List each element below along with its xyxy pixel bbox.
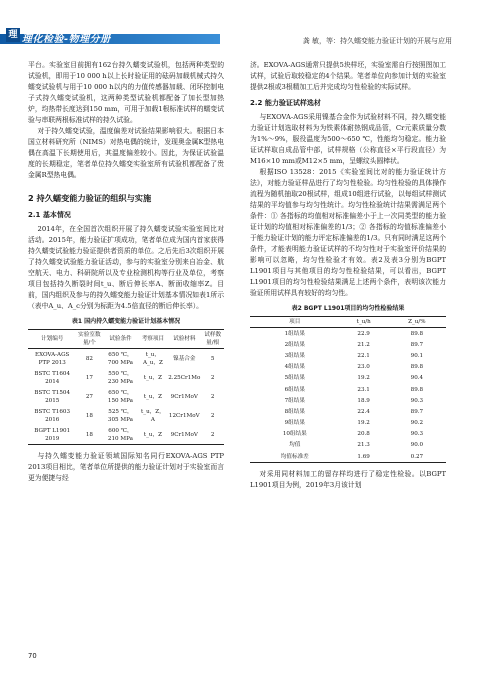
right-column	[250, 60, 446, 491]
table-cell: t_u，Z	[143, 374, 162, 381]
paragraph: 根据ISO 13528：2015《实验室间比对的能力验证统计方法》，对能力验证样品进行了均匀性检验。均匀性检验的具体操作流程为随机抽取20根试样，组成10组进行试验，以每组试样测试结果的平均值参与均匀性统计。均匀性检验统计结果需满足两个条件：① 各指标的均值相对标准偏差小于上一次同类型的能力验证计划的均值相对标准偏差的1/3；② 各指标的均值标准偏差小于能力验证计划的能力评定标准偏差的1/3。只有同时满足这两个条件，才能表明能力验证试样的不均匀性对于实验室评价结果的影响可以忽略，均匀性检验才有效。表2及表3分别为BGPT L1901项目与其他项目的均匀性检验结果，可以看出，BGPT L1901项目的均匀性检验结果满足上述两个条件，表明该次能力验证所用试样具有较好的均匀性。	[250, 168, 446, 297]
table-cell: BSTC T1504 2015	[34, 389, 71, 404]
table-cell: 22.9	[357, 330, 370, 337]
left-column	[28, 60, 224, 484]
table-row	[28, 406, 224, 425]
table-header-cell: t_u/h	[356, 319, 371, 325]
table-cell: 8组结果	[284, 408, 305, 415]
table-cell: 10组结果	[282, 431, 307, 438]
table-row	[250, 373, 446, 384]
table-cell: 20.8	[357, 431, 370, 438]
table-row	[250, 362, 446, 373]
paragraph: 与EXOVA-AGS采用镍基合金作为试验材料不同，持久蠕变能力验证计划选取材料为为铁素体耐热钢成品管，Cr元素质量分数为1%～9%，服役温度为500～650 ℃，性能均匀稳定。能力验证试样取自成品管中部，试样规格（公称直径×平行段直径）为M16×10 mm或M12×5 mm，呈螺纹头圆棒状。	[250, 113, 446, 165]
paragraph: 对采用同材料加工的留存样均进行了稳定性检验。以BGPT L1901项目为例，2019年3月该计划	[250, 470, 446, 490]
table-cell: 2组结果	[284, 341, 305, 348]
table-cell: 550 ℃，230 MPa	[107, 370, 133, 385]
table-cell: 650 ℃，700 MPa	[107, 351, 133, 366]
table-row	[250, 451, 446, 463]
table-cell: 90.2	[410, 420, 424, 427]
table-row	[250, 350, 446, 361]
table-cell: 19.2	[357, 420, 370, 427]
table-cell: 0.27	[410, 453, 424, 460]
table-cell: 90.3	[410, 431, 424, 438]
table-row	[250, 429, 446, 440]
paragraph: 对于持久蠕变试验，温度偏差对试验结果影响很大。根据日本国立材料研究所（NIMS）对热电偶的统计，发现奥金属K型热电偶在高温下长期使用后，其温度偏差较小。因此，为保证试验温度的长期稳定，笔者单位持久蠕变实验室所有试验机都配备了贵金属R型热电偶。	[28, 127, 224, 179]
table-cell: 89.8	[410, 386, 424, 393]
table-cell: 1组结果	[284, 330, 305, 337]
table-cell: 27	[85, 393, 93, 400]
table-caption: 表2 BGPT L1901项目的均匀性检验结果	[291, 305, 405, 312]
paragraph: 2014年，在全国首次组织开展了持久蠕变试验实验室间比对活动。2015年，能力验证扩项成功，笔者单位成为国内首家获得持久蠕变试验能力验证提供者资质的单位。之后先后3次组织开展了持久蠕变试验能力验证活动，参与的实验室分别来自冶金、航空航天、电力、科研院所以及专业检测机构等行业及单位，考察项目包括持久断裂时间t_u、断后伸长率A、断面收缩率Z。目前，国内组织及参与的持久蠕变能力验证计划基本情况如表1所示（表中A_u、A_c分别为标距为4.5倍直径的断后伸长率）。	[28, 225, 224, 310]
table-row	[28, 368, 224, 387]
table-header-cell: 考察项目	[141, 336, 165, 342]
journal-logo-icon: 理	[6, 28, 20, 42]
table-2	[250, 316, 446, 463]
table-cell: EXOVA-AGS PTP 2013	[35, 351, 70, 366]
table-header-cell: Z_u/%	[408, 319, 426, 325]
table-cell: 7组结果	[284, 397, 305, 404]
subsection-heading: 2.1 基本情况	[28, 211, 71, 219]
page-header	[0, 0, 480, 46]
table-cell: 均值	[289, 442, 301, 449]
table-cell: 6组结果	[284, 386, 305, 393]
table-cell: 18	[85, 412, 93, 419]
table-cell: t_u，Z	[143, 431, 162, 438]
table-cell: 22.1	[357, 352, 370, 359]
table-cell: t_u，A_u，Z	[142, 351, 163, 366]
table-cell: 1.69	[357, 453, 370, 460]
table-cell: 90.3	[410, 397, 424, 404]
table-cell: 89.7	[410, 408, 424, 415]
table-row	[250, 395, 446, 406]
table-row	[250, 418, 446, 429]
table-cell: t_u，Z	[143, 393, 162, 400]
table-cell: BSTC T1603 2016	[34, 408, 71, 423]
table-cell: 9Cr1MoV	[170, 431, 198, 438]
table-header-cell: 项目	[289, 319, 301, 325]
table-caption: 表1 国内持久蠕变能力验证计划基本情况	[71, 318, 181, 325]
table-header-cell: 实验室数量/个	[78, 332, 101, 346]
paragraph: 济。EXOVA-AGS通常只提供5块样坯，实验室需自行按照图加工试样，试验后取较稳定的4个结果。笔者单位向参加计划的实验室提供2根或3根精加工后并完成均匀性检验的实际试样。	[250, 61, 446, 91]
table-row	[250, 406, 446, 417]
table-cell: 90.4	[410, 375, 424, 382]
table-row	[28, 349, 224, 369]
table-cell: 90.0	[410, 442, 424, 449]
journal-name: 理化检验-物理分册	[22, 34, 111, 45]
table-cell: 5组结果	[284, 375, 305, 382]
table-cell: 均值标准差	[280, 453, 309, 460]
table-row	[250, 339, 446, 350]
table-cell: 2.25Cr1Mo	[168, 374, 201, 381]
table-header-cell: 计划编号	[41, 336, 64, 342]
table-cell: 82	[85, 355, 93, 362]
table-row	[250, 384, 446, 395]
table-cell: t_u，Z，A	[141, 408, 165, 423]
table-row	[28, 425, 224, 445]
table-cell: 21.3	[357, 442, 370, 449]
table-cell: 525 ℃，305 MPa	[107, 408, 133, 423]
page-number: 70	[28, 652, 37, 660]
table-cell: BGPT L1901 2019	[34, 427, 71, 442]
table-cell: 21.2	[357, 341, 370, 348]
table-cell: 12Cr1MoV	[168, 412, 200, 419]
table-1	[28, 329, 224, 445]
table-cell: 2	[210, 412, 215, 419]
table-cell: 3组结果	[284, 352, 305, 359]
table-cell: 2	[210, 431, 215, 438]
table-cell: 22.4	[357, 408, 370, 415]
table-cell: 2	[210, 393, 215, 400]
table-cell: 5	[210, 355, 215, 362]
table-header-cell: 试验条件	[109, 336, 132, 342]
table-cell: 19.2	[357, 375, 370, 382]
table-cell: 23.0	[357, 364, 370, 371]
table-cell: 18.9	[357, 397, 370, 404]
running-title: 龚 敏，等：持久蠕变能力验证计划的开展与应用	[302, 37, 452, 45]
table-row	[28, 387, 224, 406]
table-cell: BSTC T1604 2014	[34, 370, 71, 385]
table-header-cell: 试验材料	[173, 336, 196, 342]
table-cell: 89.8	[410, 364, 424, 371]
table-header-cell: 试样数量/根	[204, 332, 222, 346]
table-cell: 2	[210, 374, 215, 381]
table-cell: 650 ℃，150 MPa	[107, 389, 133, 404]
paragraph: 与持久蠕变能力验证领域国际知名同行EXOVA-AGS PTP 2013项目相比，笔者单位所提供的能力验证计划对于实验室而言更为便捷与经	[28, 452, 224, 482]
table-row	[250, 328, 446, 340]
table-row	[250, 440, 446, 451]
table-cell: 镍基合金	[173, 355, 196, 362]
subsection-heading: 2.2 能力验证试样选材	[250, 99, 321, 107]
table-cell: 18	[85, 431, 93, 438]
table-cell: 600 ℃，210 MPa	[107, 427, 133, 442]
table-cell: 89.7	[410, 341, 424, 348]
table-cell: 9Cr1MoV	[170, 393, 198, 400]
table-cell: 90.1	[410, 352, 424, 359]
section-heading: 2 持久蠕变能力验证的组织与实施	[28, 193, 152, 203]
table-cell: 89.8	[410, 330, 424, 337]
table-cell: 23.1	[357, 386, 370, 393]
table-cell: 4组结果	[284, 364, 305, 371]
table-cell: 9组结果	[284, 420, 305, 427]
table-cell: 17	[85, 374, 93, 381]
paragraph: 平台。实验室目前拥有162台持久蠕变试验机，包括两种类型的试验机，即用于10 000 h以上长时验证用的砝码加载机械式持久蠕变试验机与用于10 000 h以内的力值传感器加载、闭环控制电子式持久蠕变试验机，这两种类型试验机都配备了加长型加热炉，均热带长度达到150 mm，可用于加载1根标准试样的蠕变试验与串联两根标准试样的持久试验。	[28, 61, 224, 124]
